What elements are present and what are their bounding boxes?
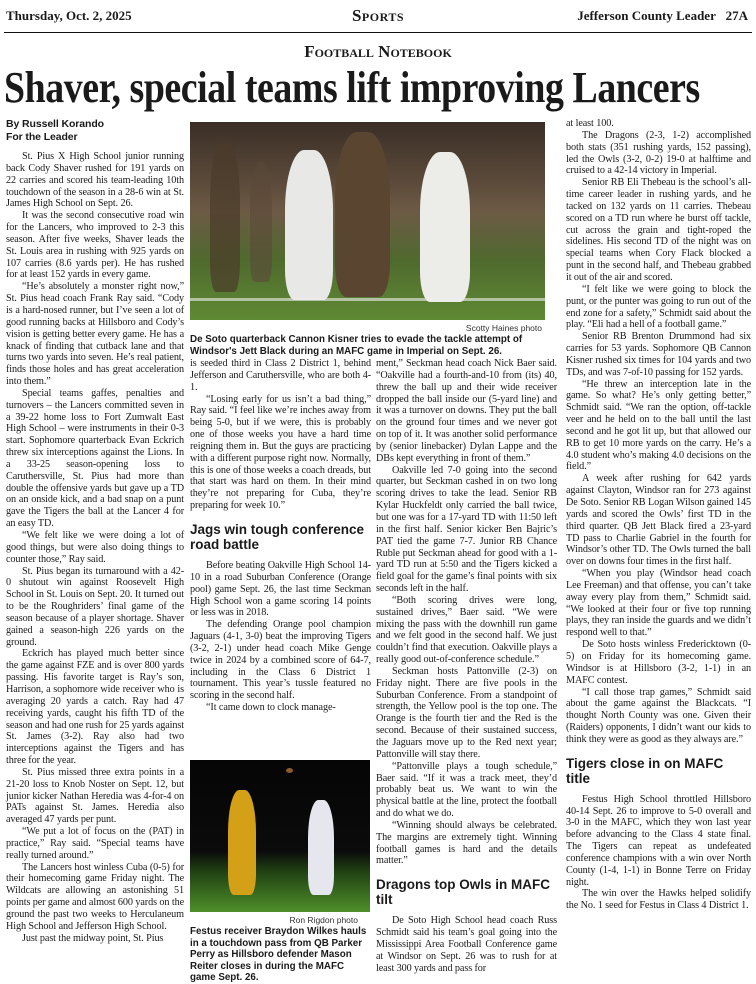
photo2-caption: Festus receiver Braydon Wilkes hauls in a touchdown pass from QB Parker Perry as Hillsboro defender Mason Reiter closes in during the MAFC game Sept. 26.: [190, 926, 367, 983]
article-paragraph: “He’s absolutely a monster right now,” St. Pius head coach Frank Ray said. “Cody is a hard-nosed runner, but I’ve seen a lot of good running backs at Hillsboro and Cody’s vision is getting better every game. He has a knack of finding that cutback lane and that turns two yards into seven. He’s real patient, finds those holes and has great acceleration into them.”: [6, 281, 184, 388]
article-paragraph: The defending Orange pool champion Jaguars (4-1, 3-0) beat the improving Tigers (3-2, 2-1) under head coach Mike Genge twice in 2024 by a combined score of 64-7, including in the Class 6 District 1 tournament. This year’s tussle featured no scoring in the second half.: [190, 619, 371, 702]
article-column-3: [376, 358, 557, 975]
player-figure: [228, 790, 256, 895]
article-paragraph: “We felt like we were doing a lot of good things, but were also doing things to counter those,” Ray said.: [6, 530, 184, 565]
issue-date: Thursday, Oct. 2, 2025: [6, 8, 132, 23]
byline: [6, 118, 184, 143]
player-figure: [308, 800, 334, 895]
photo-football-tackle: [190, 122, 545, 320]
article-paragraph: Senior RB Eli Thebeau is the school’s all-time career leader in rushing yards, and he tacked on 132 yards on 11 carries. Thebeau scored on a TD run where he burst off tackle, cut across the grain and tight-roped the sidelines. His second TD of the night was on special teams when Cory Flack blocked a punt in the second half, and Thebeau grabbed it out of the air and scored.: [566, 177, 751, 283]
article-paragraph: It was the second consecutive road win for the Lancers, who improved to 2-3 this season. After five weeks, Shaver leads the St. Louis area in rushing with 925 yards on 107 carries (8.6 yards per). He has rushed for at least 152 yards in every game.: [6, 210, 184, 281]
article-paragraph: Oakville led 7-0 going into the second quarter, but Seckman cashed in on two long scoring drives to take the lead. Senior RB Kylar Huckfeldt only carried the ball twice, but one was for a 17-yard TD with 11:50 left in the first half. Senior kicker Ben Bajric’s PAT tied the game 7-7. Junior RB Chance Ruble put Seckman ahead for good with a 1-yard TD run at 5:50 and the Tigers kicked a field goal for the game’s final points with six seconds left in the half.: [376, 464, 557, 595]
player-figure: [250, 162, 272, 282]
article-paragraph: is seeded third in Class 2 District 1, behind Jefferson and Caruthersville, who are both 4-1.: [190, 358, 371, 393]
paper-name: Jefferson County Leader: [577, 8, 716, 23]
article-paragraph: Festus High School throttled Hillsboro 40-14 Sept. 26 to improve to 5-0 overall and 3-0 in the MAFC, which they won last year before advancing to the Class 4 state final. The Tigers can repeat as undefeated conference champions with a win over North County (1-4, 1-1) in Bonne Terre on Friday night.: [566, 793, 751, 888]
article-paragraph: Eckrich has played much better since the game against FZE and is over 800 yards passing. His favorite target is Ray’s son, Harrison, a sophomore wide receiver who is averaging 20 yards a catch. Ray had 47 receiving yards, caught his fifth TD of the season and had one rush for 25 yards against St. James (3-2). Ray also had two interceptions against the Tigers and has three for the year.: [6, 648, 184, 767]
article-paragraph: A week after rushing for 642 yards against Clayton, Windsor ran for 273 against De Soto. Senior RB Logan Wilson gained 145 yards and scored the Owls’ first TD in the third quarter. QB Jett Black fired a 23-yard TD pass to Charlie Gabriel in the fourth for Windsor’s other TD. The Owls turned the ball over on downs four times in the first half.: [566, 473, 751, 568]
article-paragraph: at least 100.: [566, 118, 614, 129]
article-paragraph: “We put a lot of focus on the (PAT) in practice,” Ray said. “Special teams have really turned around.”: [6, 826, 184, 861]
byline-author: By Russell Korando: [6, 118, 104, 130]
football: [286, 768, 293, 773]
section-name: Sports: [351, 6, 405, 25]
article-paragraph: “It came down to clock manage-: [206, 702, 336, 714]
article-paragraph: St. Pius X High School junior running back Cody Shaver rushed for 191 yards on 22 carries and scored his team-leading 10th touchdown of the season in a 28-6 win at St. James High School on Sept. 26.: [6, 151, 184, 210]
paper-and-page: [577, 8, 748, 24]
article-column-1: [6, 118, 184, 945]
article-paragraph: Senior RB Brenton Drummond had six carries for 53 yards. Sophomore QB Cannon Kisner rushed six times for 104 yards and two TDs, and was 7-of-10 passing for 152 yards.: [566, 331, 751, 378]
player-figure: [210, 142, 240, 292]
photo2-credit: Ron Rigdon photo: [289, 915, 358, 925]
article-paragraph: The Lancers host winless Cuba (0-5) for their homecoming game Friday night. The Wildcats are allowing an astonishing 51 points per game and almost 600 yards on the ground the past two weeks to Herculaneum High School and Jefferson High School.: [6, 861, 184, 932]
headline: Shaver, special teams lift improving Lancers: [4, 63, 700, 112]
photo1-credit: Scotty Haines photo: [465, 323, 542, 333]
article-paragraph: ment,” Seckman head coach Nick Baer said. “Oakville had a fourth-and-10 from (its) 40, threw the ball up and their wide receiver dropped the ball inside our (5-yard line) and it was a turnover on downs. They put the ball on the ground four times and we never got on top of it. It was another solid performance by (senior linebacker) Dylan Lappe and the DBs kept everything in front of them.”: [376, 358, 557, 464]
article-paragraph: Special teams gaffes, penalties and turnovers – the Lancers committed seven in a 39-22 home loss to Fort Zumwalt East High School – were instruments in their 0-3 start. Sophomore quarterback Evan Eckrich threw six interceptions against the Lions. In a 33-25 season-opening loss to Caruthersville, St. Pius had more than double the offensive yards but gave up a TD on an onside kick, and a bad snap on a punt gave the Tigers the ball at the Lancer 4 for an easy TD.: [6, 387, 184, 530]
field-line: [190, 298, 545, 301]
article-paragraph: “Winning should always be celebrated. The margins are extremely tight. Winning football games is hard and the details matter.”: [376, 819, 557, 867]
article-paragraph: St. Pius missed three extra points in a 21-20 loss to Knob Noster on Sept. 12, but junior kicker Nathan Heredia was 4-for-4 on PATs against St. James. Heredia also averaged 47 yards per punt.: [6, 766, 184, 826]
photo-touchdown-catch: [190, 760, 370, 912]
column-1-text: [6, 151, 184, 945]
article-paragraph: St. Pius began its turnaround with a 42-0 shutout win against Roosevelt High School in St. Louis on Sept. 20. It turned out to be the Roughriders’ final game of the season because of a player shortage. Shaver gained a season-high 226 yards on the ground.: [6, 565, 184, 648]
article-paragraph: De Soto High School head coach Russ Schmidt said his team’s goal going into the Mississippi Area Football Conference game at Windsor on Sept. 26 was to rush for at least 300 yards and pass for: [376, 915, 557, 974]
photo1-caption: De Soto quarterback Cannon Kisner tries to evade the tackle attempt of Windsor's Jett Black during an MAFC game in Imperial on Sept. 26.: [190, 334, 523, 357]
player-figure: [285, 150, 333, 300]
article-paragraph: Just past the midway point, St. Pius: [22, 932, 164, 944]
article-paragraph: “Pattonville plays a tough schedule,” Baer said. “If it was a track meet, they’d probably beat us. We want to win the physical battle at the line, protect the football and do what we do.: [376, 760, 557, 820]
article-paragraph: “He threw an interception late in the game. So what? He’s only getting better,” Schmidt said. “We ran the option, off-tackle veer and he held on to the ball until the last second and he got lit up, but that allowed our RB to get 10 more yards on the carry. He’s a 4.0 student who’s making 4.0 decisions on the field.”: [566, 378, 751, 473]
article-paragraph: Seckman hosts Pattonville (2-3) on Friday night. There are five pools in the Suburban Conference. From a standpoint of strength, the Yellow pool is the top one. The Orange is the fourth tier and the Red is the second. Because of their sustained success, the Jaguars move up to the Red next year; Pattonville will stay there.: [376, 665, 557, 760]
player-figure: [420, 152, 470, 302]
article-paragraph: “Both scoring drives were long, sustained drives,” Baer said. “We were mixing the pass with the downhill run game and we felt good in the second half. We just couldn’t find that execution. Oakville plays a really good out-of-conference schedule.”: [376, 594, 557, 666]
article-paragraph: De Soto hosts winless Fredericktown (0-5) on Friday for its homecoming game. Windsor is at Hillsboro (3-2, 1-1) in an MAFC contest.: [566, 639, 751, 686]
section-subhead: Tigers close in on MAFC title: [566, 755, 724, 786]
column-3-text: [376, 358, 557, 975]
article-column-2: [190, 358, 371, 714]
kicker: Football Notebook: [304, 42, 452, 61]
byline-affiliation: For the Leader: [6, 130, 78, 143]
column-4-text: [566, 118, 751, 912]
column-2-text: [190, 358, 371, 714]
article-paragraph: “I felt like we were going to block the punt, or the punter was going to run out of the end zone for a safety,” Schmidt said about the play. “Eli had a hell of a football game.”: [566, 283, 751, 331]
player-figure: [335, 132, 390, 297]
article-paragraph: The win over the Hawks helped solidify the No. 1 seed for Festus in Class 4 District 1.: [566, 888, 751, 912]
article-paragraph: “I call those trap games,” Schmidt said about the game against the Blackcats. “I thought North County was one. Given their (Raiders) opponents, I didn’t want our kids to think they were as good as they always are.”: [566, 686, 751, 745]
page-number: 27A: [725, 8, 748, 23]
article-paragraph: “When you play (Windsor head coach Lee Freeman) and that offense, you can’t take away every play from them,” Schmidt said. “We looked at their four or five top running plays, they ran inside the guards and we didn’t respond well to that.”: [566, 568, 751, 639]
header-rule: [4, 32, 752, 33]
section-subhead: Dragons top Owls in MAFC tilt: [376, 877, 550, 908]
section-subhead: Jags win tough conference road battle: [190, 521, 365, 552]
article-paragraph: The Dragons (2-3, 1-2) accomplished both stats (351 rushing yards, 152 passing), led the Owls (3-2, 0-2) 19-0 at halftime and cruised to a 42-14 victory in Imperial.: [566, 129, 751, 177]
article-column-4: [566, 118, 751, 912]
article-paragraph: Before beating Oakville High School 14-10 in a road Suburban Conference (Orange pool) game Sept. 26, the last time Seckman High School won a game scoring 14 points or less was in 2018.: [190, 559, 371, 619]
article-paragraph: “Losing early for us isn’t a bad thing,” Ray said. “I feel like we’re inches away from being 5-0, but if we were, this is probably one of those weeks you have a hard time reigning them in. But the guys are practicing with a different purpose right now. Normally, this is one of those weeks a coach dreads, but that start was hard on them. In their mind they’re not preparing for Cuba, they’re preparing for week 10.”: [190, 393, 371, 512]
